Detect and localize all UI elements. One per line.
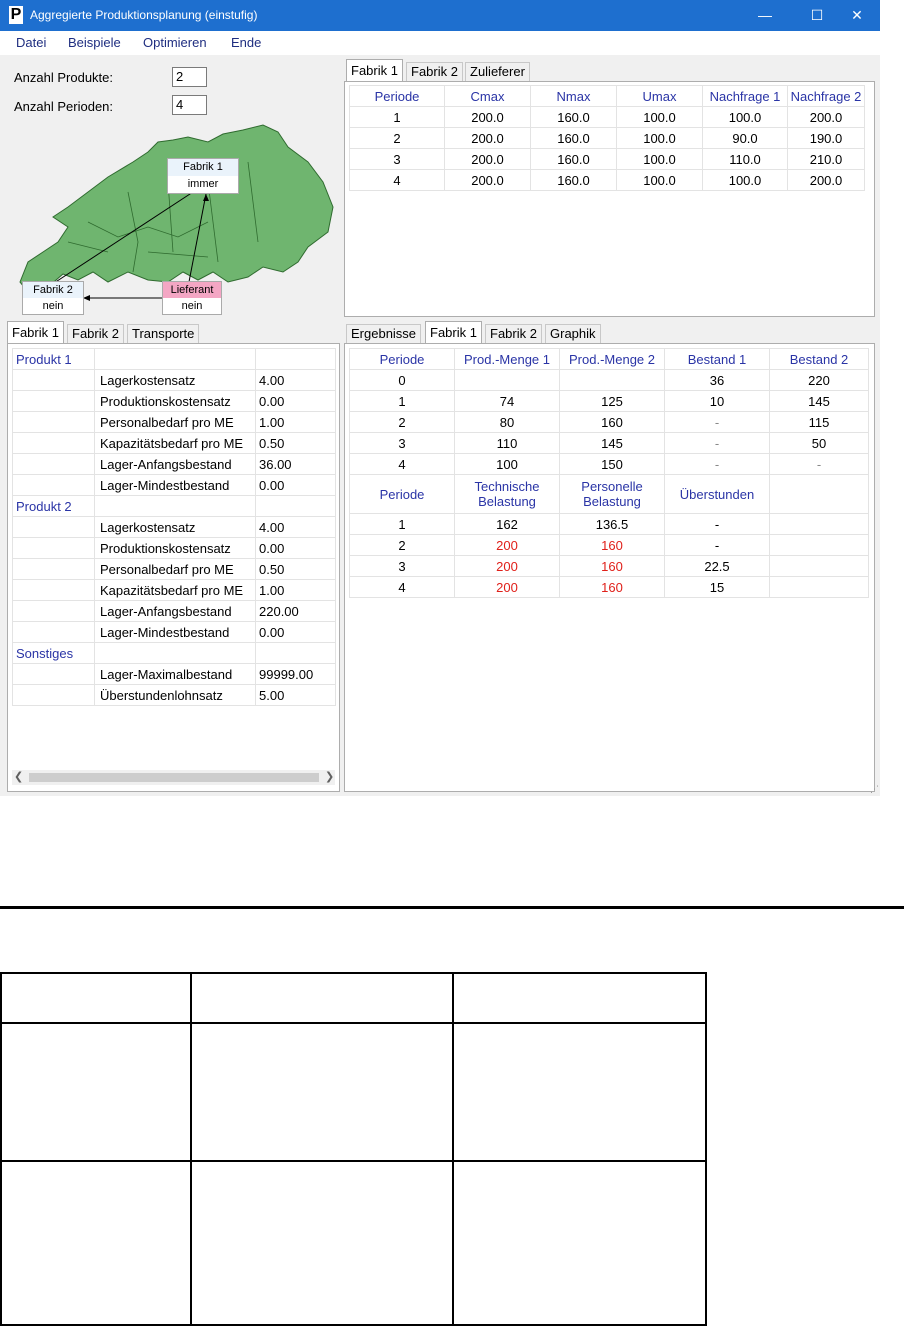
table-row[interactable] [350, 556, 869, 577]
cell: 36 [665, 370, 770, 391]
param-label: Produktionskostensatz [95, 538, 256, 559]
cell: 22.5 [665, 556, 770, 577]
empty-grid-table [0, 972, 707, 1326]
scroll-right-icon[interactable]: ❯ [325, 771, 335, 783]
cell[interactable]: 160.0 [531, 128, 617, 149]
fabrik1-node[interactable] [167, 158, 239, 194]
cell[interactable]: 210.0 [788, 149, 865, 170]
table-row[interactable] [350, 391, 869, 412]
col-periode: Periode [350, 86, 445, 107]
col-bestand2: Bestand 2 [770, 349, 869, 370]
cell: 50 [770, 433, 869, 454]
cell: 2 [350, 535, 455, 556]
periods-count-input[interactable]: 4 [172, 95, 207, 115]
param-value[interactable]: 0.00 [256, 538, 336, 559]
capacity-panel [344, 81, 875, 317]
cell: - [665, 535, 770, 556]
cell: - [665, 514, 770, 535]
cell[interactable]: 200.0 [445, 170, 531, 191]
param-value[interactable]: 99999.00 [256, 664, 336, 685]
table-row [1, 1023, 706, 1161]
params-table [12, 348, 336, 706]
table-row[interactable] [13, 559, 336, 580]
cell[interactable]: 2 [350, 128, 445, 149]
param-label: Personalbedarf pro ME [95, 412, 256, 433]
cell: 110 [455, 433, 560, 454]
param-label: Überstundenlohnsatz [95, 685, 256, 706]
cell: - [665, 433, 770, 454]
tab-left-transporte[interactable]: Transporte [127, 324, 199, 343]
horizontal-scrollbar[interactable] [12, 770, 335, 785]
col-prod-menge1: Prod.-Menge 1 [455, 349, 560, 370]
col-periode: Periode [350, 349, 455, 370]
col-personelle-belastung: Personelle Belastung [560, 475, 665, 514]
cell[interactable]: 90.0 [703, 128, 788, 149]
cell[interactable]: 110.0 [703, 149, 788, 170]
cell[interactable]: 200.0 [788, 107, 865, 128]
cell: 160 [560, 556, 665, 577]
cell: 160 [560, 577, 665, 598]
cell[interactable]: 1 [350, 107, 445, 128]
app-icon: P [10, 6, 22, 23]
col-empty [770, 475, 869, 514]
menu-ende[interactable]: Ende [231, 35, 262, 50]
cell: - [770, 454, 869, 475]
param-value[interactable]: 0.00 [256, 391, 336, 412]
tab-left-fabrik1[interactable]: Fabrik 1 [7, 321, 64, 343]
param-value[interactable]: 4.00 [256, 517, 336, 538]
tab-left-fabrik2[interactable]: Fabrik 2 [67, 324, 124, 343]
menu-beispiele[interactable]: Beispiele [68, 35, 121, 50]
capacity-table [349, 85, 865, 191]
cell[interactable]: 200.0 [445, 149, 531, 170]
cell: 162 [455, 514, 560, 535]
table-row[interactable] [350, 149, 865, 170]
cell[interactable]: 100.0 [703, 107, 788, 128]
col-periode: Periode [350, 475, 455, 514]
param-label: Lager-Anfangsbestand [95, 454, 256, 475]
cell [560, 370, 665, 391]
scroll-left-icon[interactable]: ❮ [14, 771, 24, 783]
col-nachfrage2: Nachfrage 2 [788, 86, 865, 107]
fabrik2-node-status: nein [42, 300, 64, 312]
tab-result-fabrik2[interactable]: Fabrik 2 [485, 324, 542, 343]
param-value[interactable]: 0.00 [256, 475, 336, 496]
fabrik2-node-name: Fabrik 2 [23, 282, 83, 298]
col-cmax: Cmax [445, 86, 531, 107]
table-row[interactable] [13, 601, 336, 622]
tab-top-fabrik2[interactable]: Fabrik 2 [406, 62, 463, 81]
table-row[interactable] [13, 370, 336, 391]
param-label: Lagerkostensatz [95, 370, 256, 391]
cell: 4 [350, 454, 455, 475]
param-value[interactable]: 0.50 [256, 433, 336, 454]
col-prod-menge2: Prod.-Menge 2 [560, 349, 665, 370]
table-row[interactable] [350, 128, 865, 149]
cell: 74 [455, 391, 560, 412]
param-value[interactable]: 1.00 [256, 412, 336, 433]
cell[interactable]: 3 [350, 149, 445, 170]
param-label: Personalbedarf pro ME [95, 559, 256, 580]
products-count-input[interactable]: 2 [172, 67, 207, 87]
table-row[interactable] [13, 580, 336, 601]
minimize-button[interactable]: — [758, 7, 772, 23]
cell [455, 370, 560, 391]
results-panel [344, 343, 875, 792]
param-label: Kapazitätsbedarf pro ME [95, 433, 256, 454]
horizontal-divider [0, 906, 904, 909]
load-header-row [350, 475, 869, 514]
cell: 136.5 [560, 514, 665, 535]
table-row[interactable] [13, 685, 336, 706]
table-row [1, 1161, 706, 1325]
resize-grip-icon[interactable]: ⋰ [870, 784, 879, 794]
param-label: Lager-Mindestbestand [95, 622, 256, 643]
param-label: Lagerkostensatz [95, 517, 256, 538]
production-table [349, 348, 869, 598]
cell[interactable]: 4 [350, 170, 445, 191]
cell[interactable]: 160.0 [531, 170, 617, 191]
param-label: Lager-Mindestbestand [95, 475, 256, 496]
cell: - [665, 412, 770, 433]
menu-bar [0, 31, 880, 55]
lieferant-node-status: nein [181, 300, 203, 312]
cell: 0 [350, 370, 455, 391]
cell: 100 [455, 454, 560, 475]
europe-landmass-icon [20, 125, 333, 292]
param-value[interactable]: 220.00 [256, 601, 336, 622]
menu-optimieren[interactable]: Optimieren [143, 35, 207, 50]
cell[interactable]: 200.0 [788, 170, 865, 191]
col-umax: Umax [617, 86, 703, 107]
scrollbar-thumb[interactable] [29, 773, 319, 782]
title-bar[interactable] [0, 0, 880, 31]
param-value[interactable]: 0.50 [256, 559, 336, 580]
fabrik1-node-name: Fabrik 1 [168, 159, 238, 176]
cell: 200 [455, 577, 560, 598]
col-nmax: Nmax [531, 86, 617, 107]
cell: 10 [665, 391, 770, 412]
cell: 15 [665, 577, 770, 598]
table-row[interactable] [13, 454, 336, 475]
window-title: Aggregierte Produktionsplanung (einstufig) [30, 8, 258, 22]
section-sonstiges: Sonstiges [13, 643, 95, 664]
table-row[interactable] [350, 454, 869, 475]
col-technische-belastung: Technische Belastung [455, 475, 560, 514]
cell: 200 [455, 535, 560, 556]
param-value[interactable]: 4.00 [256, 370, 336, 391]
cell: 1 [350, 391, 455, 412]
section-produkt1: Produkt 1 [13, 349, 95, 370]
table-row[interactable] [350, 170, 865, 191]
cell[interactable]: 200.0 [445, 107, 531, 128]
table-row[interactable] [350, 577, 869, 598]
tab-top-fabrik1[interactable]: Fabrik 1 [346, 59, 403, 81]
capacity-header-row [350, 86, 865, 107]
cell: - [665, 454, 770, 475]
tab-top-zulieferer[interactable]: Zulieferer [465, 62, 530, 81]
cell: 115 [770, 412, 869, 433]
table-row [1, 973, 706, 1023]
maximize-button[interactable]: ☐ [810, 7, 824, 23]
table-row[interactable] [13, 622, 336, 643]
table-row[interactable] [350, 433, 869, 454]
cell: 1 [350, 514, 455, 535]
table-row[interactable] [350, 514, 869, 535]
table-row[interactable] [13, 433, 336, 454]
table-row[interactable] [13, 412, 336, 433]
cell: 200 [455, 556, 560, 577]
param-value[interactable]: 36.00 [256, 454, 336, 475]
cell: 4 [350, 577, 455, 598]
cell[interactable]: 100.0 [617, 149, 703, 170]
cell: 160 [560, 535, 665, 556]
cell: 150 [560, 454, 665, 475]
table-row[interactable] [13, 475, 336, 496]
cell[interactable]: 100.0 [617, 107, 703, 128]
col-bestand1: Bestand 1 [665, 349, 770, 370]
table-row[interactable] [350, 412, 869, 433]
table-row[interactable] [13, 517, 336, 538]
param-label: Lager-Maximalbestand [95, 664, 256, 685]
param-value[interactable]: 1.00 [256, 580, 336, 601]
param-label: Lager-Anfangsbestand [95, 601, 256, 622]
products-count-label: Anzahl Produkte: [14, 70, 114, 85]
col-ueberstunden: Überstunden [665, 475, 770, 514]
cell: 3 [350, 433, 455, 454]
table-row[interactable] [13, 664, 336, 685]
cell[interactable]: 190.0 [788, 128, 865, 149]
param-label: Produktionskostensatz [95, 391, 256, 412]
table-row[interactable] [350, 535, 869, 556]
table-row[interactable] [350, 370, 869, 391]
cell: 80 [455, 412, 560, 433]
cell[interactable]: 160.0 [531, 149, 617, 170]
cell[interactable]: 160.0 [531, 107, 617, 128]
fabrik2-node[interactable] [22, 281, 84, 315]
param-value[interactable]: 5.00 [256, 685, 336, 706]
tab-ergebnisse[interactable]: Ergebnisse [346, 324, 421, 343]
menu-datei[interactable]: Datei [16, 35, 47, 50]
cell[interactable]: 200.0 [445, 128, 531, 149]
cell: 145 [560, 433, 665, 454]
params-panel [7, 343, 340, 792]
tab-graphik[interactable]: Graphik [545, 324, 601, 343]
tab-result-fabrik1[interactable]: Fabrik 1 [425, 321, 482, 343]
periods-count-label: Anzahl Perioden: [14, 99, 114, 114]
fabrik1-node-status: immer [187, 178, 219, 190]
cell: 160 [560, 412, 665, 433]
cell[interactable]: 100.0 [617, 128, 703, 149]
cell[interactable]: 100.0 [703, 170, 788, 191]
cell[interactable]: 100.0 [617, 170, 703, 191]
lieferant-node[interactable] [162, 281, 222, 315]
cell: 3 [350, 556, 455, 577]
table-row[interactable] [13, 538, 336, 559]
production-header-row [350, 349, 869, 370]
cell: 125 [560, 391, 665, 412]
section-produkt2: Produkt 2 [13, 496, 95, 517]
cell: 2 [350, 412, 455, 433]
table-row[interactable] [13, 391, 336, 412]
col-nachfrage1: Nachfrage 1 [703, 86, 788, 107]
table-row[interactable] [350, 107, 865, 128]
param-label: Kapazitätsbedarf pro ME [95, 580, 256, 601]
param-value[interactable]: 0.00 [256, 622, 336, 643]
cell: 220 [770, 370, 869, 391]
lieferant-node-name: Lieferant [163, 282, 221, 298]
close-button[interactable]: ✕ [851, 7, 863, 23]
cell: 145 [770, 391, 869, 412]
